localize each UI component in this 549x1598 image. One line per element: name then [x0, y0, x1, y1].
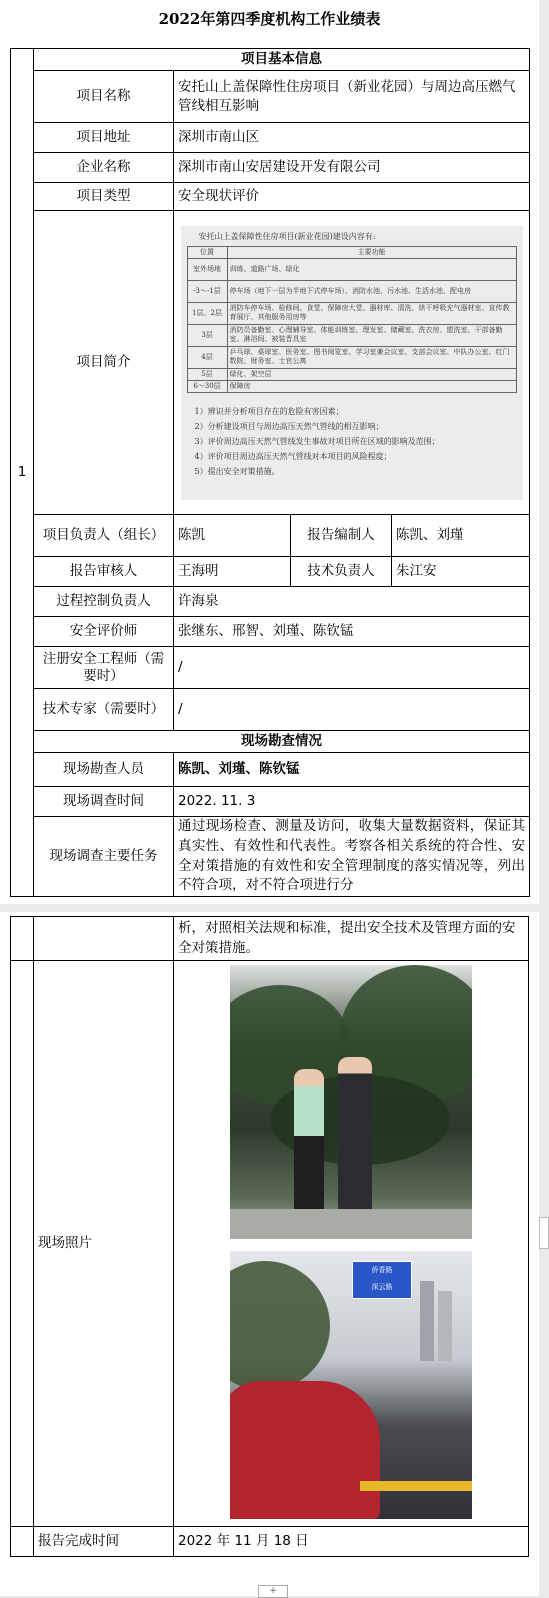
section-basic-info: 项目基本信息	[34, 49, 530, 71]
site-photos-label: 现场照片	[34, 961, 174, 1527]
intro-row-loc: 1层、2层	[187, 302, 227, 324]
survey-task-label-cont	[34, 917, 174, 961]
report-complete-value: 2022 年 11 月 18 日	[174, 1527, 529, 1557]
page-2	[0, 912, 539, 1596]
company-label: 企业名称	[34, 153, 174, 183]
row-index-cont	[11, 961, 34, 1527]
intro-row-loc: 4层	[187, 346, 227, 368]
add-page-button[interactable]: +	[258, 1585, 288, 1598]
page-title: 2022年第四季度机构工作业绩表	[158, 10, 381, 28]
section-survey: 现场勘查情况	[34, 731, 530, 753]
project-name-label: 项目名称	[34, 71, 174, 123]
intro-row-loc: 6～30层	[187, 380, 227, 392]
project-type-label: 项目类型	[34, 183, 174, 211]
intro-row-fn: 乒乓球、桌球室、医务室、图书阅览室、学习室兼会议室、支部会议室、中队办公室、红门数院、财务室、士官公寓	[227, 346, 516, 368]
process-control-label: 过程控制负责人	[34, 587, 174, 617]
intro-row-loc: 5层	[187, 368, 227, 380]
site-photo-street	[230, 1251, 472, 1519]
survey-time-label: 现场调查时间	[34, 787, 174, 817]
company-value: 深圳市南山安居建设开发有限公司	[174, 153, 530, 183]
performance-table	[10, 48, 530, 897]
survey-task-label: 现场调查主要任务	[34, 817, 174, 897]
process-control-value: 许海泉	[174, 587, 530, 617]
person-figure	[294, 1069, 324, 1209]
report-writer-value: 陈凯、刘瑾	[392, 515, 530, 557]
safety-engineer-value: /	[174, 647, 530, 689]
intro-list-item: 3）评价周边高压天然气管线发生事故对项目所在区域的影响及范围；	[194, 436, 440, 446]
intro-list-item: 5）提出安全对策措施。	[194, 467, 280, 477]
report-reviewer-label: 报告审核人	[34, 557, 174, 587]
surveyors-value: 陈凯、刘瑾、陈钦锰	[174, 753, 530, 787]
street-sign-line: 侨香路	[371, 1266, 393, 1274]
curb	[230, 1209, 472, 1239]
person-figure	[338, 1057, 372, 1209]
intro-list-item: 2）分析建设项目与周边高压天然气管线的相互影响；	[194, 421, 384, 431]
report-complete-label: 报告完成时间	[34, 1527, 174, 1557]
intro-row-fn: 消防员备勤室、心理辅导室、体能训练室、理发室、储藏室、洗衣房、盥洗室、干部备勤室、淋浴间、被装晋具室	[227, 324, 516, 346]
tech-lead-label: 技术负责人	[291, 557, 392, 587]
street-sign-line: 深云路	[371, 1283, 393, 1291]
red-car	[230, 1381, 380, 1519]
intro-scan-header: 安托山上盖保障性住房项目(新业花园)建设内容有:	[198, 231, 376, 241]
project-address-value: 深圳市南山区	[174, 123, 530, 153]
surveyors-label: 现场勘查人员	[34, 753, 174, 787]
tech-expert-value: /	[174, 689, 530, 731]
project-type-value: 安全现状评价	[174, 183, 530, 211]
tech-expert-label: 技术专家（需要时）	[34, 689, 174, 731]
intro-col-location: 位置	[187, 246, 227, 258]
intro-row-fn: 绿化、架空层	[227, 368, 516, 380]
intro-scan-table	[187, 246, 517, 393]
row-index: 1	[11, 49, 34, 897]
project-address-label: 项目地址	[34, 123, 174, 153]
intro-list-item: 4）评价项目周边高压天然气管线对本项目的风险程度；	[194, 452, 392, 462]
project-intro-label: 项目简介	[34, 211, 174, 515]
intro-col-function: 主要功能	[227, 246, 516, 258]
safety-evaluators-value: 张继东、邢智、刘瑾、陈钦锰	[174, 617, 530, 647]
tech-lead-value: 朱江安	[392, 557, 530, 587]
site-photo-people	[230, 965, 472, 1239]
building	[420, 1281, 434, 1361]
intro-row-fn: 保障房	[227, 380, 516, 392]
project-name-value: 安托山上盖保障性住房项目（新业花园）与周边高压燃气管线相互影响	[174, 71, 530, 123]
site-photos-cell	[174, 961, 529, 1527]
report-reviewer-value: 王海明	[174, 557, 291, 587]
intro-scan-image	[181, 226, 523, 500]
safety-engineer-label: 注册安全工程师（需要时）	[34, 647, 174, 689]
intro-row-fn: 训练、道路广场、绿化	[227, 258, 516, 280]
report-writer-label: 报告编制人	[291, 515, 392, 557]
survey-task-value-cont: 析，对照相关法规和标准，提出安全技术及管理方面的安全对策措施。	[174, 917, 529, 961]
project-leader-label: 项目负责人（组长）	[34, 515, 174, 557]
intro-list-item: 1）辨识并分析项目存在的危险有害因素；	[194, 406, 344, 416]
survey-task-value: 通过现场检查、测量及访问，收集大量数据资料，保证其真实性、有效性和代表性。考察各相关系统的符合性、安全对策措施的有效性和安全管理制度的落实情况等，列出不符合项，对不符合项进行分	[174, 817, 530, 897]
row-index-cont	[11, 917, 34, 961]
survey-time-value: 2022. 11. 3	[174, 787, 530, 817]
street-sign	[352, 1261, 412, 1299]
intro-row-loc: 3层	[187, 324, 227, 346]
performance-table-continued	[10, 916, 529, 1557]
tree-canopy	[230, 1261, 330, 1391]
scroll-marker	[539, 1217, 549, 1249]
intro-row-fn: 停车场（地下一层为半地下式停车场）、消防水池、污水池、生活水池、配电房	[227, 280, 516, 302]
intro-row-loc: 室外场地	[187, 258, 227, 280]
intro-row-fn: 消防车停车场、检修间、食堂、保障房大堂、器材库、清洗、烘干呼吸充气器材室、宣传教育展厅、其他服务用房等	[227, 302, 516, 324]
project-leader-value: 陈凯	[174, 515, 291, 557]
project-intro-cell	[174, 211, 530, 515]
building	[438, 1291, 452, 1361]
intro-scan-list	[195, 404, 517, 480]
row-index-cont	[11, 1527, 34, 1557]
road-marking	[360, 1481, 472, 1491]
intro-row-loc: -3～-1层	[187, 280, 227, 302]
safety-evaluators-label: 安全评价师	[34, 617, 174, 647]
